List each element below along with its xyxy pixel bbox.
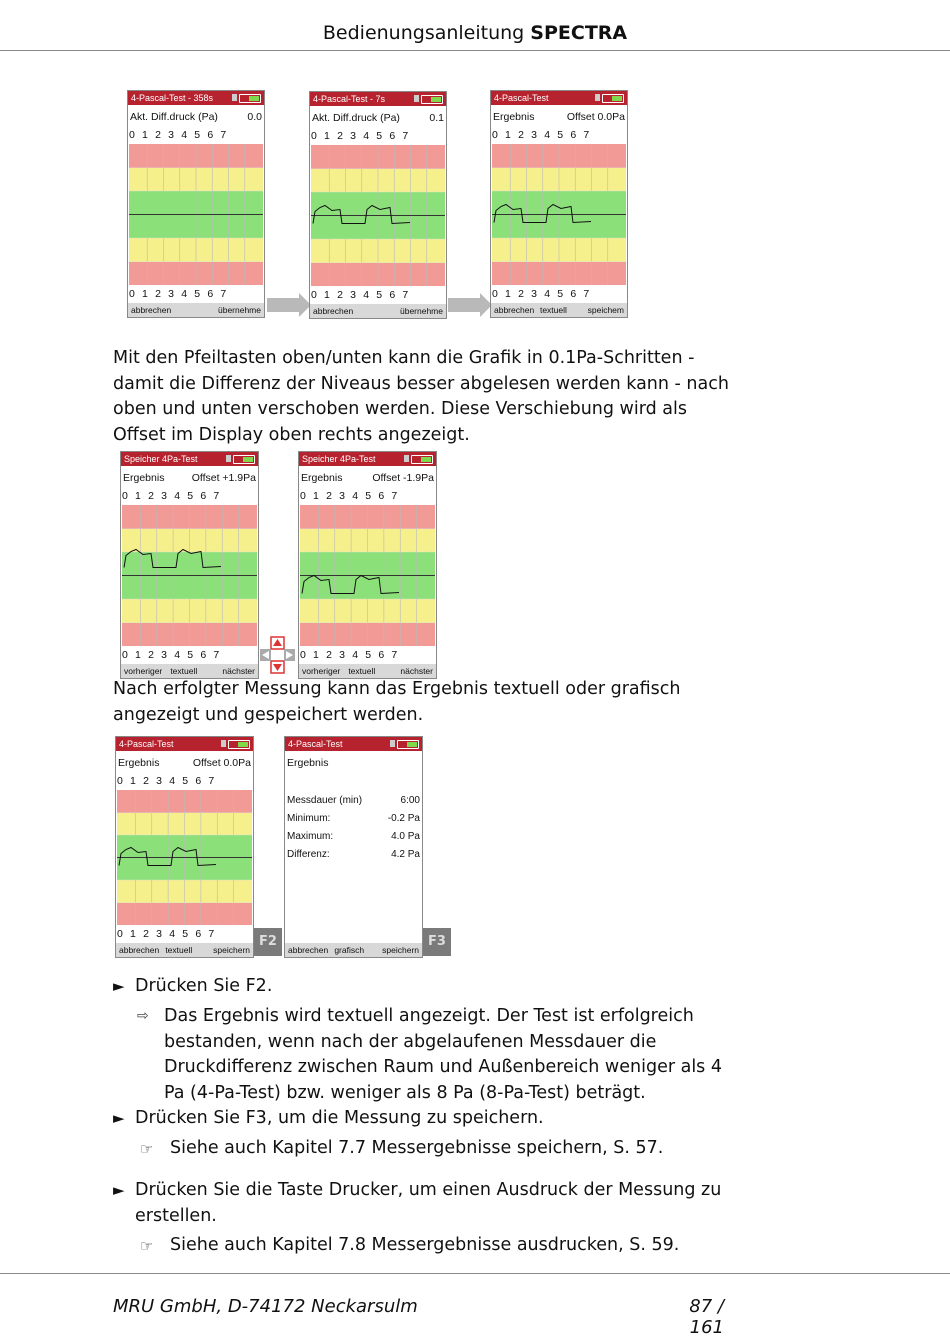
screen-info-line [287, 757, 420, 769]
softkey-3[interactable]: nächster [222, 666, 255, 676]
scale-bottom: 0 1 2 3 4 5 6 7 [129, 288, 227, 300]
step-marker-icon: ► [113, 977, 125, 995]
arrow-keys-icon [259, 636, 297, 674]
scale-bottom: 0 1 2 3 4 5 6 7 [117, 928, 215, 940]
pressure-trace [121, 452, 258, 678]
reference-save [140, 1136, 740, 1162]
softkey-1[interactable]: abbrechen [313, 306, 354, 316]
result-label: Maximum: [287, 831, 334, 842]
scale-bottom: 0 1 2 3 4 5 6 7 [122, 649, 220, 661]
softkey-bar [128, 303, 264, 317]
info-left: Akt. Diff.druck (Pa) [312, 112, 400, 124]
softkey-bar [116, 943, 253, 957]
device-screen-result-graph-2 [115, 736, 254, 958]
softkey-3[interactable]: übernehme [399, 306, 443, 316]
scale-top: 0 1 2 3 4 5 6 7 [311, 130, 409, 142]
info-right: Offset +1.9Pa [191, 472, 256, 484]
scale-bottom: 0 1 2 3 4 5 6 7 [300, 649, 398, 661]
step-press-printer [113, 1178, 733, 1229]
screen-title: Speicher 4Pa-Test [124, 454, 198, 464]
scale-top: 0 1 2 3 4 5 6 7 [492, 129, 590, 141]
softkey-3[interactable]: speichern [382, 945, 419, 955]
softkey-2[interactable]: textuell [165, 945, 193, 955]
flow-arrow [448, 298, 482, 312]
paragraph-result: Nach erfolgter Messung kann das Ergebnis textuell oder grafisch angezeigt und gespeichert werden. [113, 679, 681, 725]
pointing-hand-icon: ☞ [140, 1140, 154, 1158]
softkey-2[interactable]: textuell [539, 305, 567, 315]
result-values [287, 792, 420, 864]
result-text: Das Ergebnis wird textuell angezeigt. Der Test ist erfolgreich bestanden, wenn nach der abgelaufenen Messdauer die Druckdifferenz zwischen Raum und Außenbereich weniger als 4 Pa (4-Pa-Test) bzw. weniger als 8 Pa (8-Pa-Test) beträgt. [164, 1006, 722, 1103]
result-value: 4.0 Pa [391, 831, 420, 842]
footer-company: MRU GmbH, D-74172 Neckarsulm [113, 1296, 418, 1317]
scale-top: 0 1 2 3 4 5 6 7 [300, 490, 398, 502]
step-text: Drücken Sie F3, um die Messung zu speichern. [135, 1108, 544, 1128]
softkey-2[interactable]: grafisch [334, 945, 365, 955]
screen-title: 4-Pascal-Test [119, 739, 174, 749]
info-left: Ergebnis [123, 472, 165, 484]
scale-top: 0 1 2 3 4 5 6 7 [117, 775, 215, 787]
softkey-bar [285, 943, 422, 957]
info-left: Ergebnis [118, 757, 160, 769]
battery-icon [397, 740, 419, 749]
footer-page-number: 87 / 161 [689, 1296, 724, 1338]
pressure-curve [119, 848, 216, 866]
result-row [287, 792, 420, 810]
softkey-1[interactable]: abbrechen [288, 945, 329, 955]
softkey-1[interactable]: vorheriger [302, 666, 341, 676]
result-label: Differenz: [287, 849, 330, 860]
step-marker-icon: ► [113, 1109, 125, 1127]
battery-level [407, 742, 417, 747]
softkey-3[interactable]: speichern [213, 945, 250, 955]
paragraph-offset: Mit den Pfeiltasten oben/unten kann die Grafik in 0.1Pa-Schritten - damit die Differenz der Niveaus besser abgelesen werden kann - nach oben und unten verschoben werden. Diese Verschiebung wird als Offset im Display oben rechts angezeigt. [113, 348, 729, 445]
pressure-trace [299, 452, 436, 678]
f2-key-icon: F2 [254, 928, 282, 956]
result-value: 6:00 [400, 795, 420, 806]
softkey-2[interactable]: textuell [170, 666, 198, 676]
info-right: 0.1 [429, 112, 444, 124]
result-label: Messdauer (min) [287, 795, 363, 806]
screen-title: 4-Pascal-Test [494, 93, 549, 103]
screen-title: 4-Pascal-Test - 358s [131, 93, 214, 103]
result-arrow-icon: ⇨ [137, 1008, 149, 1024]
softkey-bar [299, 664, 436, 678]
result-row [287, 810, 420, 828]
softkey-2[interactable]: textuell [348, 666, 376, 676]
softkey-bar [310, 304, 446, 318]
lock-icon [390, 740, 395, 747]
step-marker-icon: ► [113, 1181, 125, 1199]
pressure-curve [302, 576, 399, 594]
header-prefix: Bedienungsanleitung [322, 22, 525, 44]
step-text: Drücken Sie F2. [135, 976, 273, 996]
device-screen-live-358s [127, 90, 265, 318]
scale-bottom: 0 1 2 3 4 5 6 7 [492, 288, 590, 300]
reference-text[interactable]: Siehe auch Kapitel 7.8 Messergebnisse ausdrucken, S. 59. [170, 1235, 680, 1255]
softkey-1[interactable]: abbrechen [131, 305, 172, 315]
pressure-curve [124, 550, 221, 568]
pressure-trace [491, 91, 627, 317]
result-row [287, 846, 420, 864]
device-screen-memory-offset-minus [298, 451, 437, 679]
info-left: Ergebnis [287, 757, 329, 769]
info-left: Ergebnis [493, 111, 535, 123]
softkey-3[interactable]: speichem [587, 305, 624, 315]
result-value: -0.2 Pa [387, 813, 420, 824]
device-screen-live-7s [309, 91, 447, 319]
screen-title: 4-Pascal-Test [288, 739, 343, 749]
header-product: SPECTRA [530, 22, 628, 44]
info-right: Offset 0.0Pa [566, 111, 625, 123]
pointing-hand-icon: ☞ [140, 1237, 154, 1255]
f3-key-icon: F3 [423, 928, 451, 956]
pressure-trace [116, 737, 253, 957]
step-text: Drücken Sie die Taste Drucker, um einen Ausdruck der Messung zu erstellen. [135, 1180, 722, 1226]
softkey-bar [491, 303, 627, 317]
info-left: Ergebnis [301, 472, 343, 484]
step-result [137, 1004, 737, 1106]
step-press-f2 [113, 974, 733, 1000]
softkey-bar [121, 664, 258, 678]
step-press-f3 [113, 1106, 733, 1132]
info-left: Akt. Diff.druck (Pa) [130, 111, 218, 123]
result-value: 4.2 Pa [391, 849, 420, 860]
softkey-1[interactable]: abbrechen [119, 945, 160, 955]
screen-title-bar [285, 737, 422, 751]
device-screen-result-graph [490, 90, 628, 318]
device-screen-memory-offset-plus [120, 451, 259, 679]
info-right: Offset -1.9Pa [372, 472, 434, 484]
flow-arrow [267, 298, 301, 312]
reference-print [140, 1233, 740, 1259]
softkey-3[interactable]: nächster [400, 666, 433, 676]
softkey-3[interactable]: übernehme [217, 305, 261, 315]
info-right: Offset 0.0Pa [192, 757, 251, 769]
result-label: Minimum: [287, 813, 331, 824]
scale-bottom: 0 1 2 3 4 5 6 7 [311, 289, 409, 301]
reference-text[interactable]: Siehe auch Kapitel 7.7 Messergebnisse speichern, S. 57. [170, 1138, 664, 1158]
pressure-trace [128, 91, 264, 317]
pressure-trace [310, 92, 446, 318]
document-header [0, 22, 950, 50]
header-rule [0, 50, 950, 51]
scale-top: 0 1 2 3 4 5 6 7 [129, 129, 227, 141]
device-screen-result-text [284, 736, 423, 958]
screen-title: Speicher 4Pa-Test [302, 454, 376, 464]
info-right: 0.0 [247, 111, 262, 123]
footer-rule [0, 1273, 950, 1274]
softkey-1[interactable]: abbrechen [494, 305, 535, 315]
screen-title: 4-Pascal-Test - 7s [313, 94, 386, 104]
scale-top: 0 1 2 3 4 5 6 7 [122, 490, 220, 502]
softkey-1[interactable]: vorheriger [124, 666, 163, 676]
result-row [287, 828, 420, 846]
